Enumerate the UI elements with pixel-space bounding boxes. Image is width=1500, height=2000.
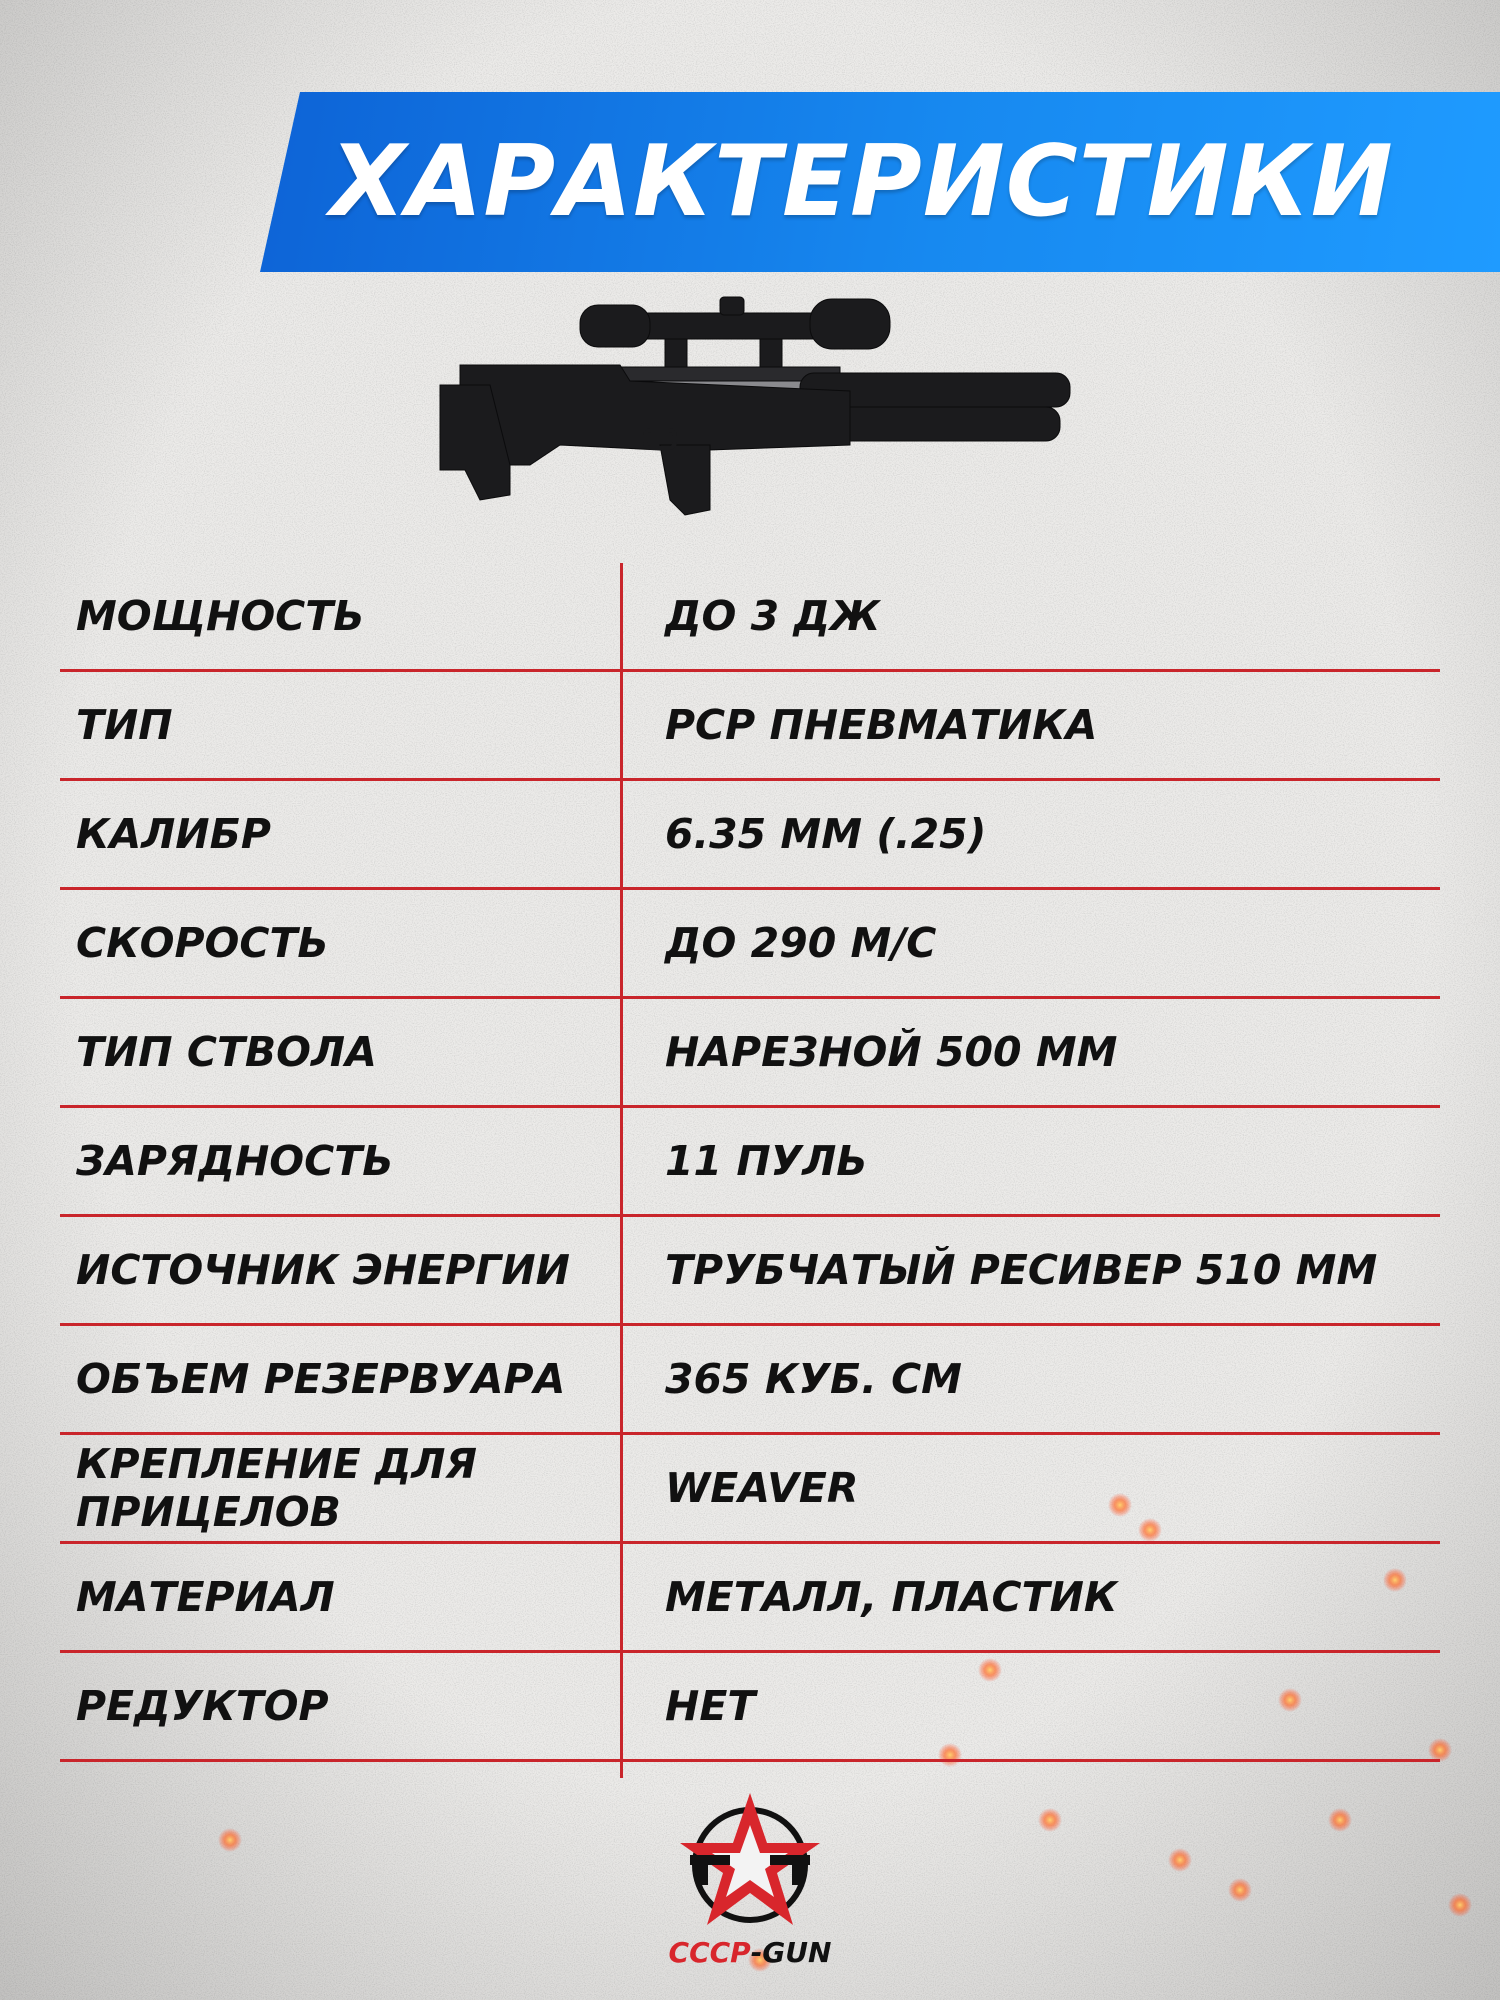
spec-label: ОБЪЕМ РЕЗЕРВУАРА — [76, 1355, 566, 1403]
spec-row — [60, 563, 1440, 672]
spec-value: WEAVER — [665, 1464, 859, 1512]
spec-label: КАЛИБР — [76, 810, 271, 858]
spec-value: НЕТ — [665, 1682, 756, 1730]
spec-label: ТИП — [76, 701, 173, 749]
spec-value: НАРЕЗНОЙ 500 ММ — [665, 1028, 1118, 1076]
spec-row — [60, 1108, 1440, 1217]
spec-label: МОЩНОСТЬ — [76, 592, 365, 640]
spec-row — [60, 1544, 1440, 1653]
page-title: ХАРАКТЕРИСТИКИ — [330, 125, 1394, 239]
air-rifle-icon — [420, 295, 1080, 535]
spec-row — [60, 890, 1440, 999]
spec-row — [60, 1217, 1440, 1326]
spec-value: ДО 290 М/С — [665, 919, 937, 967]
spec-label: ИСТОЧНИК ЭНЕРГИИ — [76, 1246, 570, 1294]
spec-value: 11 ПУЛЬ — [665, 1137, 868, 1185]
spec-value: 365 КУБ. СМ — [665, 1355, 962, 1403]
spec-row — [60, 672, 1440, 781]
spec-value: 6.35 ММ (.25) — [665, 810, 987, 858]
spec-table — [60, 563, 1440, 1762]
spec-label: ТИП СТВОЛА — [76, 1028, 377, 1076]
spec-value: ДО 3 ДЖ — [665, 592, 881, 640]
spec-label: РЕДУКТОР — [76, 1682, 329, 1730]
spec-label: КРЕПЛЕНИЕ ДЛЯ ПРИЦЕЛОВ — [76, 1440, 477, 1536]
spec-value: МЕТАЛЛ, ПЛАСТИК — [665, 1573, 1118, 1621]
spec-value: PCP ПНЕВМАТИКА — [665, 701, 1098, 749]
spec-label: ЗАРЯДНОСТЬ — [76, 1137, 394, 1185]
brand-logo — [660, 1785, 840, 1985]
spec-value: ТРУБЧАТЫЙ РЕСИВЕР 510 ММ — [665, 1246, 1378, 1294]
brand-name-part2: -GUN — [750, 1936, 832, 1969]
spec-row — [60, 1435, 1440, 1544]
spec-label: МАТЕРИАЛ — [76, 1573, 335, 1621]
spec-row — [60, 781, 1440, 890]
brand-name-part1: СССР — [668, 1936, 751, 1969]
spec-row — [60, 1326, 1440, 1435]
brand-name — [660, 1935, 840, 1971]
spec-label: СКОРОСТЬ — [76, 919, 329, 967]
star-logo-icon — [660, 1785, 840, 1935]
spec-row — [60, 999, 1440, 1108]
spec-row — [60, 1653, 1440, 1762]
